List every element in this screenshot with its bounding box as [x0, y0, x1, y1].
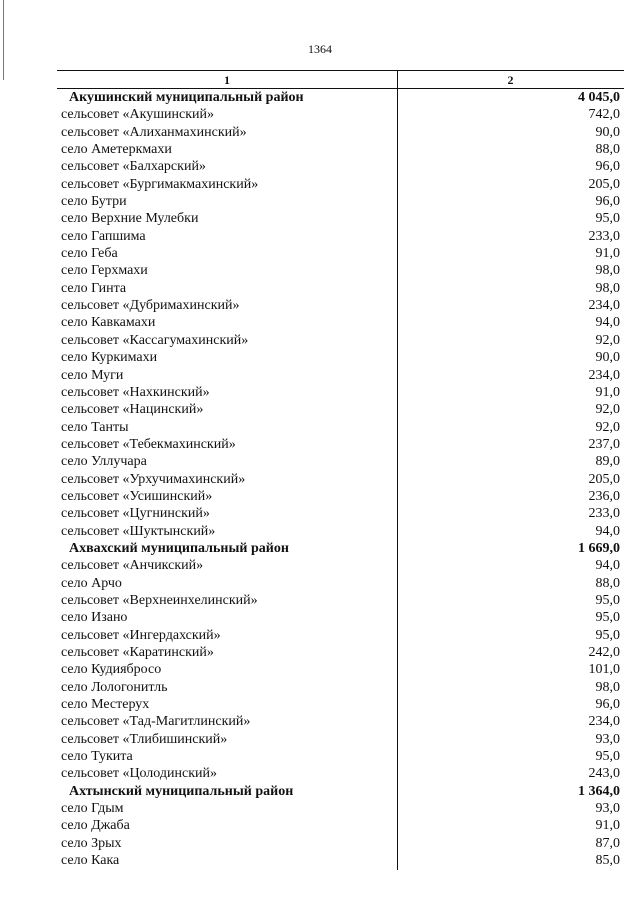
settlement-value: 96,0 — [595, 194, 620, 210]
settlement-name: село Лологонитль — [61, 679, 168, 695]
settlement-row — [57, 124, 624, 141]
table-body — [57, 89, 624, 869]
settlement-value: 95,0 — [595, 627, 620, 643]
settlement-name: село Уллучара — [61, 454, 147, 470]
scan-margin-line — [3, 0, 4, 80]
settlement-value: 742,0 — [588, 107, 620, 123]
settlement-row — [57, 644, 624, 661]
settlement-row — [57, 401, 624, 418]
settlement-value: 94,0 — [595, 523, 620, 539]
settlement-value: 87,0 — [595, 835, 620, 851]
table-header-row — [57, 71, 624, 89]
settlement-row — [57, 349, 624, 366]
settlement-name: сельсовет «Тебекмахинский» — [61, 436, 236, 452]
settlement-name: сельсовет «Ингердахский» — [61, 627, 221, 643]
column-2-header: 2 — [507, 73, 514, 87]
settlement-name: сельсовет «Алиханмахинский» — [61, 124, 247, 140]
settlement-value: 233,0 — [588, 506, 620, 522]
settlement-row — [57, 679, 624, 696]
settlement-name: сельсовет «Шуктынский» — [61, 523, 216, 539]
settlement-name: сельсовет «Цугнинский» — [61, 506, 210, 522]
settlement-value: 91,0 — [595, 384, 620, 400]
settlement-name: село Гапшима — [61, 228, 146, 244]
settlement-name: село Куркимахи — [61, 350, 158, 366]
settlement-name: сельсовет «Бургимакмахинский» — [61, 176, 259, 192]
settlement-row — [57, 627, 624, 644]
settlement-value: 205,0 — [588, 471, 620, 487]
settlement-row — [57, 141, 624, 158]
district-row — [57, 783, 624, 800]
settlement-row — [57, 471, 624, 488]
settlement-value: 92,0 — [595, 332, 620, 348]
settlement-row — [57, 158, 624, 175]
settlement-name: село Изано — [61, 610, 128, 626]
settlement-value: 93,0 — [595, 801, 620, 817]
settlement-row — [57, 488, 624, 505]
settlement-value: 95,0 — [595, 592, 620, 608]
settlement-value: 242,0 — [588, 645, 620, 660]
settlement-name: село Аметеркмахи — [61, 142, 172, 158]
settlement-name: село Зрых — [61, 835, 122, 851]
settlement-name: село Бутри — [61, 194, 127, 210]
settlement-name: село Герхмахи — [61, 263, 148, 279]
settlement-name: село Арчо — [61, 575, 122, 591]
settlement-row — [57, 314, 624, 331]
district-name: Ахтынский муниципальный район — [69, 783, 294, 799]
settlement-value: 96,0 — [595, 159, 620, 175]
settlement-value: 234,0 — [588, 714, 620, 730]
settlement-value: 95,0 — [595, 749, 620, 765]
settlement-row — [57, 523, 624, 540]
settlement-name: сельсовет «Верхнеинхелинский» — [61, 592, 258, 608]
settlement-name: сельсовет «Акушинский» — [61, 107, 215, 123]
settlement-name: село Геба — [61, 246, 118, 262]
settlement-value: 234,0 — [588, 298, 620, 314]
settlement-row — [57, 106, 624, 123]
settlement-name: село Кавкамахи — [61, 315, 156, 331]
settlement-row — [57, 210, 624, 227]
settlement-value: 243,0 — [588, 766, 620, 782]
settlement-name: село Джаба — [61, 818, 130, 834]
settlement-name: сельсовет «Балхарский» — [61, 159, 206, 175]
settlement-name: сельсовет «Тад-Магитлинский» — [61, 714, 251, 730]
settlement-value: 90,0 — [595, 124, 620, 140]
settlement-name: село Гдым — [61, 801, 124, 817]
settlement-row — [57, 436, 624, 453]
settlement-name: село Кудиябросо — [61, 662, 162, 678]
settlement-row — [57, 228, 624, 245]
district-total-value: 4 045,0 — [578, 90, 620, 105]
settlement-row — [57, 765, 624, 782]
settlement-value: 92,0 — [595, 402, 620, 418]
settlement-name: сельсовет «Каратинский» — [61, 645, 214, 660]
settlement-name: сельсовет «Нахкинский» — [61, 384, 210, 400]
settlement-name: сельсовет «Тлибишинский» — [61, 731, 228, 747]
settlement-row — [57, 748, 624, 765]
settlement-value: 96,0 — [595, 697, 620, 713]
column-1-header: 1 — [224, 73, 230, 87]
settlement-value: 98,0 — [595, 263, 620, 279]
settlement-value: 88,0 — [595, 575, 620, 591]
district-row — [57, 89, 624, 106]
settlement-row — [57, 661, 624, 678]
district-name: Ахвахский муниципальный район — [69, 540, 289, 556]
settlement-name: село Верхние Мулебки — [61, 211, 199, 227]
settlement-row — [57, 384, 624, 401]
settlement-value: 90,0 — [595, 350, 620, 366]
settlement-row — [57, 696, 624, 713]
settlement-value: 234,0 — [588, 367, 620, 383]
settlement-row — [57, 297, 624, 314]
settlement-value: 98,0 — [595, 679, 620, 695]
settlement-name: село Кака — [61, 853, 120, 869]
page-number: 1364 — [308, 42, 332, 56]
settlement-row — [57, 609, 624, 626]
settlement-name: сельсовет «Анчикский» — [61, 558, 204, 574]
settlement-value: 94,0 — [595, 558, 620, 574]
settlement-name: село Танты — [61, 419, 129, 435]
settlement-value: 95,0 — [595, 610, 620, 626]
settlement-row — [57, 332, 624, 349]
settlement-row — [57, 557, 624, 574]
settlement-row — [57, 713, 624, 730]
settlement-value: 92,0 — [595, 419, 620, 435]
settlement-value: 85,0 — [595, 853, 620, 869]
settlement-name: сельсовет «Цолодинский» — [61, 766, 217, 782]
settlement-row — [57, 852, 624, 869]
settlement-row — [57, 505, 624, 522]
settlement-row — [57, 245, 624, 262]
settlement-value: 94,0 — [595, 315, 620, 331]
settlement-name: село Муги — [61, 367, 124, 383]
settlement-value: 91,0 — [595, 246, 620, 262]
settlement-row — [57, 193, 624, 210]
settlement-row — [57, 453, 624, 470]
settlement-row — [57, 592, 624, 609]
settlement-row — [57, 835, 624, 852]
settlement-row — [57, 817, 624, 834]
settlement-value: 237,0 — [588, 436, 620, 452]
district-row — [57, 540, 624, 557]
settlement-row — [57, 419, 624, 436]
settlement-row — [57, 731, 624, 748]
settlement-value: 93,0 — [595, 731, 620, 747]
settlement-name: сельсовет «Дубримахинский» — [61, 298, 240, 314]
settlement-value: 91,0 — [595, 818, 620, 834]
settlement-name: сельсовет «Усишинский» — [61, 488, 213, 504]
settlement-row — [57, 176, 624, 193]
settlement-row — [57, 367, 624, 384]
settlement-name: сельсовет «Нацинский» — [61, 402, 204, 418]
settlement-row — [57, 262, 624, 279]
settlement-value: 89,0 — [595, 454, 620, 470]
settlement-name: сельсовет «Урхучимахинский» — [61, 471, 246, 487]
settlement-name: село Местерух — [61, 697, 150, 713]
district-total-value: 1 364,0 — [578, 783, 620, 799]
settlement-value: 205,0 — [588, 176, 620, 192]
settlement-row — [57, 280, 624, 297]
district-name: Акушинский муниципальный район — [69, 90, 304, 105]
settlement-row — [57, 800, 624, 817]
settlement-value: 95,0 — [595, 211, 620, 227]
settlement-value: 101,0 — [588, 662, 620, 678]
settlement-value: 233,0 — [588, 228, 620, 244]
district-total-value: 1 669,0 — [578, 540, 620, 556]
settlement-value: 88,0 — [595, 142, 620, 158]
settlement-value: 236,0 — [588, 488, 620, 504]
settlement-name: село Тукита — [61, 749, 133, 765]
settlement-value: 98,0 — [595, 280, 620, 296]
settlement-name: сельсовет «Кассагумахинский» — [61, 332, 249, 348]
settlement-row — [57, 575, 624, 592]
settlement-name: село Гинта — [61, 280, 127, 296]
